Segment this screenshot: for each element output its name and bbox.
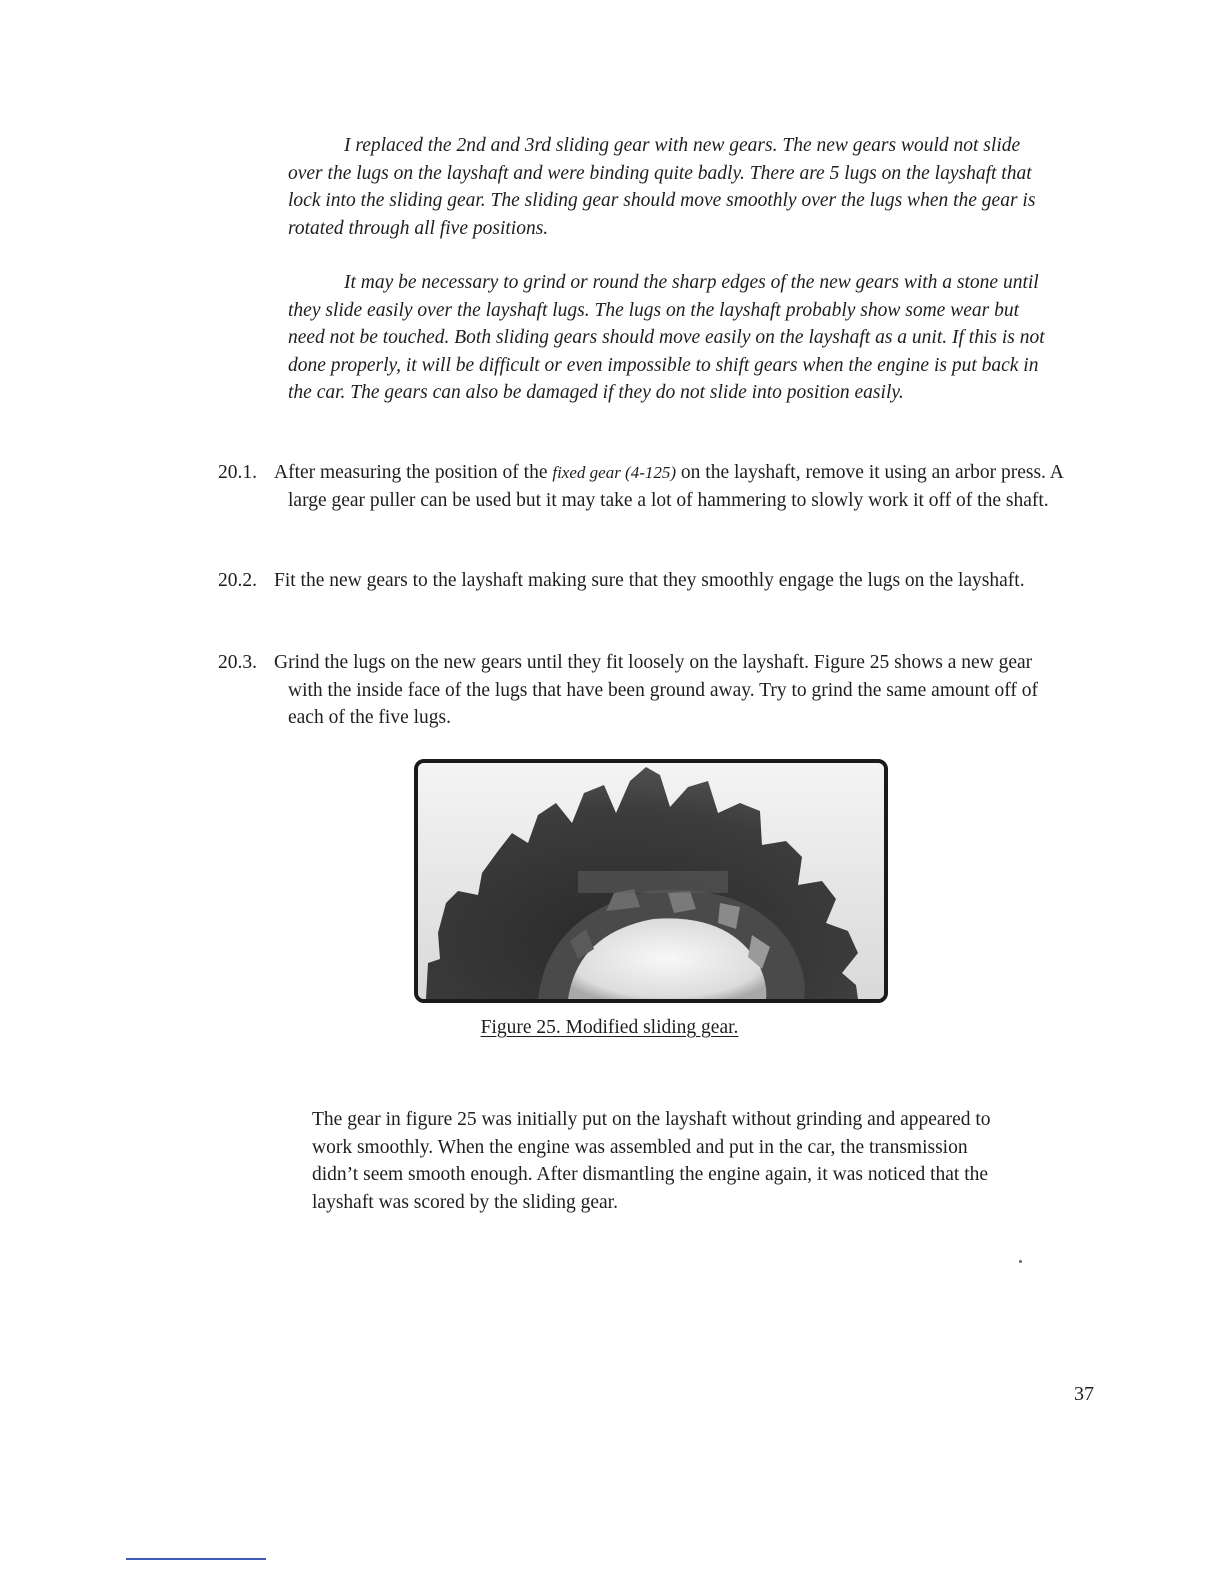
step-text: Fit the new gears to the layshaft making sure that they smoothly engage the lugs on the layshaft. [274,570,1025,591]
step-number: 20.3. [218,652,257,673]
part-reference: fixed gear (4-125) [552,463,677,482]
step-number: 20.2. [218,570,257,591]
step-20-3 [218,649,1068,732]
step-text: Grind the lugs on the new gears until they fit loosely on the layshaft. Figure 25 shows a new gear with the inside face of the lugs that have been ground away. Try to grind the same amount off of each of the five lugs. [274,652,1039,728]
scan-speck [1019,1260,1022,1263]
sliding-gear-photo [418,763,884,999]
step-text: After measuring the position of the fixed gear (4-125) on the layshaft, remove it using an arbor press. A large gear puller can be used but it may take a lot of hammering to slowly work it off of the shaft. [274,462,1063,511]
step-number: 20.1. [218,462,257,483]
page-number: 37 [1074,1383,1094,1405]
step-20-2 [218,567,1068,595]
footnote-rule [126,1558,266,1560]
closing-paragraph: The gear in figure 25 was initially put on the layshaft without grinding and appeared to work smoothly. When the engine was assembled and put in the car, the transmission didn’t seem smooth enough. After dismantling the engine again, it was noticed that the layshaft was scored by the sliding gear. [312,1109,991,1213]
note-paragraph-2: It may be necessary to grind or round the sharp edges of the new gears with a stone until they slide easily over the layshaft lugs. The lugs on the layshaft probably show some wear but need not be touched. Both sliding gears should move easily on the layshaft as a unit. If this is not done properly, it will be difficult or even impossible to shift gears when the engine is put back in the car. The gears can also be damaged if they do not slide into position easily. [288,272,1045,403]
step-20-1 [218,459,1068,514]
note-paragraph-1: I replaced the 2nd and 3rd sliding gear with new gears. The new gears would not slide over the lugs on the layshaft and were binding quite badly. There are 5 lugs on the layshaft that lock into the sliding gear. The sliding gear should move smoothly over the lugs when the gear is rotated through all five positions. [288,135,1036,239]
figure-25-photo [414,759,888,1003]
figure-caption: Figure 25. Modified sliding gear. [480,1017,739,1038]
